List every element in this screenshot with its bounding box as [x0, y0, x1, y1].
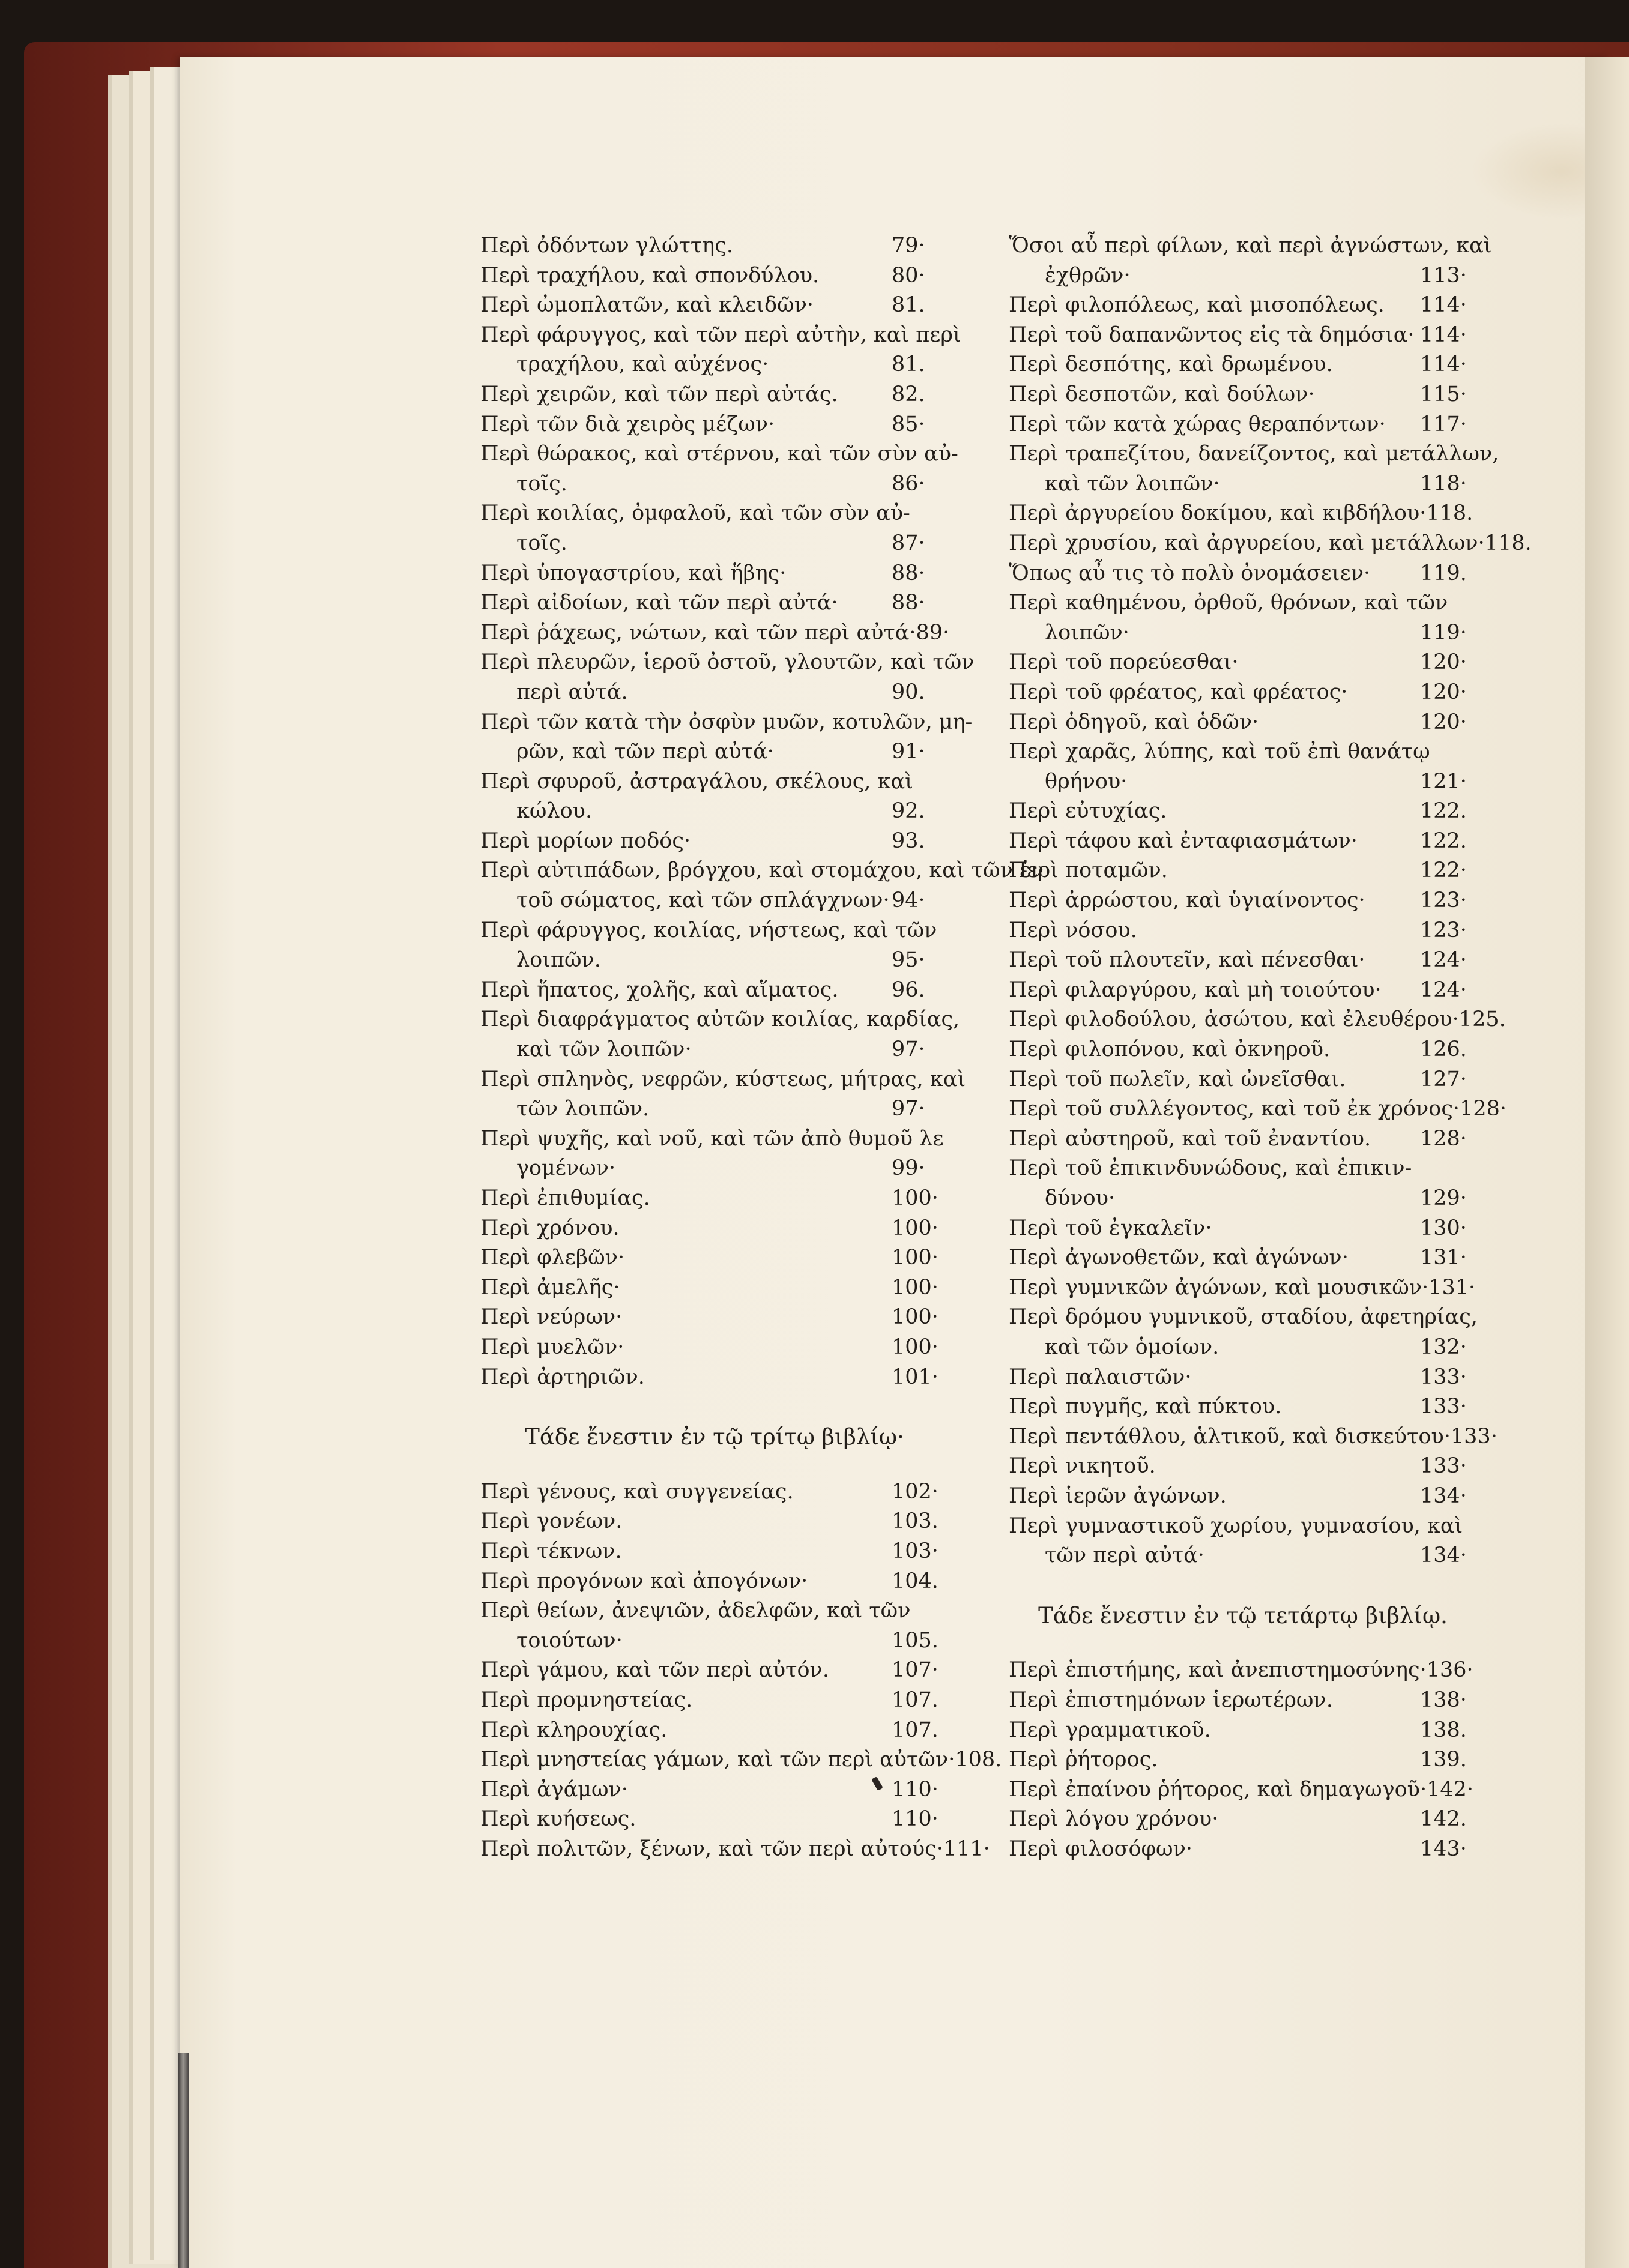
- toc-entry: [1009, 648, 1477, 678]
- toc-entry-continuation: [480, 946, 949, 976]
- toc-entry: [480, 321, 961, 351]
- toc-entry: [480, 380, 949, 410]
- toc-entry-title-continued: τῶν λοιπῶν.: [516, 1097, 650, 1121]
- toc-entry-title: Περὶ νόσου.: [1009, 918, 1137, 942]
- toc-entry: [1009, 678, 1477, 708]
- toc-entry-continuation: [480, 678, 949, 708]
- toc-entry-page: 105.: [892, 1628, 938, 1653]
- toc-entry-page: 103·: [892, 1539, 938, 1563]
- toc-entry-title: Περὶ φιλοπόνου, καὶ ὀκνηροῦ.: [1009, 1037, 1331, 1062]
- toc-entry-title: Περὶ τραπεζίτου, δανείζοντος, καὶ μετάλλων,: [1009, 442, 1499, 466]
- toc-entry: [1009, 827, 1477, 857]
- toc-entry: [480, 708, 973, 738]
- toc-entry-page: 128·: [1420, 1126, 1467, 1151]
- toc-entry-continuation: [480, 350, 949, 380]
- toc-entry-page: 86·: [892, 471, 925, 496]
- toc-entry-title: Περὶ αἰδοίων, καὶ τῶν περὶ αὐτά·: [480, 591, 838, 615]
- toc-entry: [1009, 1745, 1477, 1775]
- toc-entry-title: Περὶ τραχήλου, καὶ σπονδύλου.: [480, 263, 820, 288]
- toc-entry: [480, 1243, 949, 1273]
- toc-entry: [1009, 1363, 1477, 1393]
- toc-entry-title: Περὶ φιλαργύρου, καὶ μὴ τοιούτου·: [1009, 977, 1382, 1002]
- toc-entry-page: 95·: [892, 948, 925, 973]
- toc-entry-page: 133·: [1420, 1395, 1467, 1419]
- toc-entry: [480, 1214, 949, 1244]
- toc-entry-page: 124·: [1420, 948, 1467, 973]
- toc-entry: [1009, 350, 1477, 380]
- toc-entry-title: Περὶ κληρουχίας.: [480, 1718, 668, 1742]
- toc-entry-title: Περὶ θώρακος, καὶ στέρνου, καὶ τῶν σὺν αὐ-: [480, 442, 958, 466]
- toc-entry: [480, 1567, 949, 1597]
- toc-entry-page: 122.: [1420, 828, 1467, 853]
- toc-entry: [1009, 1303, 1477, 1333]
- toc-entry-page: 100·: [892, 1275, 938, 1300]
- toc-entry-page: 115·: [1420, 382, 1467, 406]
- toc-entry: [480, 1477, 949, 1507]
- toc-entry-page: 130·: [1420, 1216, 1467, 1240]
- toc-entry: [1009, 708, 1477, 738]
- toc-entry-page: 114·: [1420, 293, 1467, 318]
- toc-entry-title: Περὶ πυγμῆς, καὶ πύκτου.: [1009, 1395, 1282, 1419]
- toc-entry-title: Περὶ τοῦ πλουτεῖν, καὶ πένεσθαι·: [1009, 948, 1365, 973]
- toc-entry: [480, 1656, 949, 1686]
- toc-entry-title: Περὶ τοῦ πωλεῖν, καὶ ὠνεῖσθαι.: [1009, 1067, 1346, 1091]
- toc-entry: [480, 618, 949, 648]
- toc-entry: [480, 1686, 949, 1716]
- toc-entry-title: Περὶ ἐπιστημόνων ἱερωτέρων.: [1009, 1687, 1333, 1712]
- toc-entry: [480, 1303, 949, 1333]
- toc-entry-page: 139.: [1420, 1748, 1467, 1772]
- toc-entry-title: Περὶ τέκνων.: [480, 1539, 622, 1563]
- toc-entry-page: 126.: [1420, 1037, 1467, 1062]
- toc-entry-title-continued: λοιπῶν·: [1045, 620, 1129, 645]
- toc-entry-page: 117·: [1420, 412, 1467, 436]
- toc-entry-page: 104.: [892, 1569, 938, 1593]
- toc-entry-page: 120·: [1420, 680, 1467, 704]
- toc-entry-page: 107.: [892, 1718, 938, 1742]
- toc-entry-page: 93.: [892, 828, 925, 853]
- toc-entry: [480, 767, 949, 797]
- toc-entry-page: 123·: [1420, 918, 1467, 942]
- toc-entry: [1009, 1716, 1477, 1746]
- toc-entry-title-continued: γομένων·: [516, 1156, 616, 1181]
- toc-entry-title: Περὶ ῥήτορος.: [1009, 1748, 1158, 1772]
- toc-entry-page: 124·: [1420, 977, 1467, 1002]
- toc-entry: [480, 499, 949, 529]
- toc-entry: [1009, 1512, 1477, 1542]
- toc-entry-title: Περὶ ἀρρώστου, καὶ ὑγιαίνοντος·: [1009, 888, 1365, 913]
- toc-entry-title-continued: καὶ τῶν ὁμοίων.: [1045, 1335, 1219, 1359]
- toc-entry-page: 94·: [892, 888, 925, 913]
- toc-entry-page: 119.: [1420, 561, 1467, 585]
- toc-entry-title: Περὶ γυμναστικοῦ χωρίου, γυμνασίου, καὶ: [1009, 1513, 1463, 1538]
- toc-entry: [1009, 886, 1477, 916]
- toc-entry-page: 85·: [892, 412, 925, 436]
- toc-entry-title: Περὶ φάρυγγος, καὶ τῶν περὶ αὐτὴν, καὶ περὶ: [480, 322, 961, 347]
- toc-entry-page: 122.: [1420, 799, 1467, 824]
- toc-entry: [480, 976, 949, 1006]
- toc-entry-page: 96.: [892, 977, 925, 1002]
- toc-entry-title-continued: τῶν περὶ αὐτά·: [1045, 1543, 1204, 1568]
- toc-entry: [480, 1065, 966, 1095]
- toc-entry-continuation: [1009, 767, 1477, 797]
- toc-entry-title-continued: ρῶν, καὶ τῶν περὶ αὐτά·: [516, 740, 774, 764]
- toc-entry-page: 101·: [892, 1365, 938, 1389]
- toc-entry-page: 102·: [892, 1479, 938, 1504]
- toc-entry-page: 138.: [1420, 1718, 1467, 1742]
- facing-page-edge: [1585, 57, 1629, 2268]
- toc-entry: [1009, 499, 1477, 529]
- toc-entry-title: Περὶ πλευρῶν, ἱεροῦ ὀστοῦ, γλουτῶν, καὶ τῶν: [480, 650, 975, 675]
- toc-entry-page: 90.: [892, 680, 925, 704]
- toc-entry-title: Περὶ τοῦ ἐπικινδυνώδους, καὶ ἐπικιν-: [1009, 1156, 1412, 1181]
- toc-entry-title: Περὶ νεύρων·: [480, 1305, 623, 1330]
- toc-entry-continuation: [1009, 1541, 1477, 1571]
- toc-entry-title: Περὶ ἀρτηριῶν.: [480, 1365, 645, 1389]
- toc-entry-page: 110·: [892, 1777, 938, 1802]
- toc-entry: [480, 1716, 949, 1746]
- toc-entry-title-continued: ἐχθρῶν·: [1045, 263, 1131, 288]
- toc-entry-title-continued: τραχήλου, καὶ αὐχένος·: [516, 352, 769, 377]
- toc-entry-title: Περὶ νικητοῦ.: [1009, 1454, 1156, 1479]
- toc-entry-title: Περὶ διαφράγματος αὐτῶν κοιλίας, καρδίας,: [480, 1007, 960, 1032]
- toc-entry-title: Περὶ ἐπιστήμης, καὶ ἀνεπιστημοσύνης·: [1009, 1658, 1427, 1683]
- toc-entry-title: Περὶ δεσπότης, καὶ δρωμένου.: [1009, 352, 1333, 377]
- toc-entry-page: 114·: [1420, 352, 1467, 377]
- toc-entry-title: Περὶ τῶν διὰ χειρὸς μέζων·: [480, 412, 775, 436]
- toc-entry-title: Περὶ πολιτῶν, ξένων, καὶ τῶν περὶ αὐτούς·: [480, 1836, 943, 1861]
- toc-entry: [480, 1775, 949, 1805]
- toc-entry-page: 111·: [943, 1836, 990, 1861]
- toc-entry: [480, 231, 949, 261]
- toc-entry: [480, 1124, 949, 1154]
- toc-entry-title: Περὶ γυμνικῶν ἀγώνων, καὶ μουσικῶν·: [1009, 1275, 1429, 1300]
- toc-entry-title: Περὶ φιλοσόφων·: [1009, 1836, 1192, 1861]
- toc-entry: [480, 1805, 949, 1835]
- toc-entry-page: 81.: [892, 293, 925, 318]
- toc-entry-page: 143·: [1420, 1836, 1467, 1861]
- toc-entry-continuation: [480, 1154, 949, 1184]
- toc-entry: [1009, 321, 1477, 351]
- toc-entry-title: Περὶ φιλοπόλεως, καὶ μισοπόλεως.: [1009, 293, 1385, 318]
- toc-entry: [1009, 976, 1477, 1006]
- toc-entry-title: Περὶ δρόμου γυμνικοῦ, σταδίου, ἀφετηρίας,: [1009, 1305, 1478, 1330]
- toc-entry-page: 91·: [892, 740, 925, 764]
- toc-entry-title: Περὶ χειρῶν, καὶ τῶν περὶ αὐτάς.: [480, 382, 838, 406]
- toc-entry-title: Περὶ τοῦ φρέατος, καὶ φρέατος·: [1009, 680, 1348, 704]
- toc-entry-page: 133·: [1420, 1365, 1467, 1389]
- toc-entry-page: 97·: [892, 1037, 925, 1062]
- toc-entry-page: 120·: [1420, 650, 1467, 675]
- toc-entry-page: 80·: [892, 263, 925, 288]
- toc-entry-page: 114·: [1420, 322, 1467, 347]
- toc-entry-title: Περὶ ἐπαίνου ῥήτορος, καὶ δημαγωγοῦ·: [1009, 1777, 1427, 1802]
- toc-entry: [1009, 1243, 1477, 1273]
- toc-entry: [480, 588, 949, 618]
- toc-entry: [480, 856, 1044, 886]
- toc-entry-title: Περὶ χρυσίου, καὶ ἀργυρείου, καὶ μετάλλων·: [1009, 531, 1485, 555]
- left-column: [480, 231, 1044, 1864]
- toc-entry: [480, 1184, 949, 1214]
- toc-entry: [480, 261, 949, 291]
- toc-entry: [1009, 231, 1492, 261]
- right-column: [1009, 231, 1532, 1864]
- toc-entry-title: Περὶ τοῦ δαπανῶντος εἰς τὰ δημόσια·: [1009, 322, 1415, 347]
- toc-entry-title: Περὶ χαρᾶς, λύπης, καὶ τοῦ ἐπὶ θανάτῳ: [1009, 740, 1430, 764]
- toc-entry-page: 118.: [1484, 531, 1532, 555]
- toc-entry-continuation: [480, 737, 949, 767]
- toc-entry-title: Περὶ λόγου χρόνου·: [1009, 1807, 1219, 1832]
- toc-entry: [1009, 916, 1477, 946]
- toc-entry: [1009, 1154, 1477, 1184]
- toc-entry: [1009, 1035, 1477, 1065]
- toc-entry-title: Περὶ μυελῶν·: [480, 1335, 624, 1359]
- toc-entry-title: Περὶ τῶν κατὰ τὴν ὀσφὺν μυῶν, κοτυλῶν, μη-: [480, 710, 973, 734]
- toc-entry-title: Περὶ φιλοδούλου, ἀσώτου, καὶ ἐλευθέρου·: [1009, 1007, 1459, 1032]
- toc-entry-title-continued: περὶ αὐτά.: [516, 680, 628, 704]
- toc-entry-page: 118·: [1420, 471, 1467, 496]
- toc-entry-continuation: [1009, 261, 1477, 291]
- toc-entry-title: Περὶ τοῦ συλλέγοντος, καὶ τοῦ ἐκ χρόνος·: [1009, 1097, 1460, 1121]
- toc-entry-page: 136·: [1426, 1658, 1473, 1683]
- toc-entry-title: Περὶ καθημένου, ὀρθοῦ, θρόνων, καὶ τῶν: [1009, 591, 1448, 615]
- toc-entry-title-continued: τοῖς.: [516, 531, 567, 555]
- toc-entry-title: Περὶ τοῦ πορεύεσθαι·: [1009, 650, 1239, 675]
- toc-entry-title: Περὶ ὀδόντων γλώττης.: [480, 234, 733, 258]
- toc-entry-title: Περὶ δεσποτῶν, καὶ δούλων·: [1009, 382, 1315, 406]
- toc-entry-page: 88·: [892, 591, 925, 615]
- toc-entry-title-continued: κώλου.: [516, 799, 593, 824]
- toc-entry: [480, 648, 975, 678]
- toc-entry-page: 107.: [892, 1687, 938, 1712]
- toc-entry: [480, 439, 958, 469]
- toc-entry-continuation: [1009, 618, 1477, 648]
- toc-entry-title: Περὶ τάφου καὶ ἐνταφιασμάτων·: [1009, 828, 1358, 853]
- toc-entry-page: 79·: [892, 234, 925, 258]
- toc-entry-title: Περὶ ποταμῶν.: [1009, 858, 1168, 883]
- toc-entry-page: 97·: [892, 1097, 925, 1121]
- toc-entry-title: Περὶ τοῦ ἐγκαλεῖν·: [1009, 1216, 1212, 1240]
- toc-entry-title-continued: τοῦ σώματος, καὶ τῶν σπλάγχνων·: [516, 888, 890, 913]
- toc-entry-page: 107·: [892, 1658, 938, 1683]
- toc-entry: [480, 1745, 1002, 1775]
- toc-entry: [1009, 1452, 1477, 1482]
- toc-entry-title-continued: θρήνου·: [1045, 769, 1128, 794]
- toc-entry: [480, 1333, 949, 1363]
- toc-entry: [1009, 1422, 1498, 1452]
- toc-entry-continuation: [1009, 1333, 1477, 1363]
- toc-entry-page: 89·: [916, 620, 950, 645]
- toc-entry: [1009, 1214, 1477, 1244]
- toc-entry-page: 92.: [892, 799, 925, 824]
- toc-entry-title: Περὶ ψυχῆς, καὶ νοῦ, καὶ τῶν ἀπὸ θυμοῦ λε: [480, 1126, 944, 1151]
- toc-entry-title: Περὶ κυήσεως.: [480, 1807, 636, 1832]
- toc-entry: [1009, 737, 1477, 767]
- toc-entry-page: 131·: [1428, 1275, 1476, 1300]
- toc-entry: [480, 827, 949, 857]
- toc-entry-title: Περὶ χρόνου.: [480, 1216, 620, 1240]
- toc-entry-title: Περὶ γραμματικοῦ.: [1009, 1718, 1211, 1742]
- toc-entry-page: 133·: [1420, 1454, 1467, 1479]
- toc-entry-title-continued: λοιπῶν.: [516, 948, 601, 973]
- toc-entry: [1009, 856, 1477, 886]
- toc-entry-title: Περὶ γονέων.: [480, 1509, 623, 1534]
- toc-entry-page: 129·: [1420, 1186, 1467, 1210]
- toc-entry-page: 128·: [1460, 1097, 1507, 1121]
- toc-entry-title: Περὶ φλεβῶν·: [480, 1246, 625, 1270]
- toc-entry-continuation: [480, 886, 949, 916]
- toc-entry: [1009, 797, 1477, 827]
- toc-entry-page: 108.: [955, 1748, 1002, 1772]
- toc-entry: [1009, 1835, 1477, 1865]
- book-heading: Τάδε ἔνεστιν ἐν τῷ τετάρτῳ βιβλίῳ.: [1038, 1602, 1448, 1629]
- toc-entry-title: Περὶ ῥάχεως, νώτων, καὶ τῶν περὶ αὐτά·: [480, 620, 916, 645]
- toc-entry-title: Περὶ τῶν κατὰ χώρας θεραπόντων·: [1009, 412, 1386, 436]
- toc-entry: [480, 1363, 949, 1393]
- toc-entry-page: 122·: [1420, 858, 1467, 883]
- toc-entry-page: 134·: [1420, 1543, 1467, 1568]
- toc-entry-page: 100·: [892, 1186, 938, 1210]
- toc-entry: [1009, 1775, 1477, 1805]
- toc-entry-title: Περὶ ὑπογαστρίου, καὶ ἥβης·: [480, 561, 787, 585]
- toc-entry: [1009, 439, 1499, 469]
- toc-entry-title: Περὶ ἀγωνοθετῶν, καὶ ἀγώνων·: [1009, 1246, 1349, 1270]
- toc-entry-page: 123·: [1420, 888, 1467, 913]
- toc-entry-page: 127·: [1420, 1067, 1467, 1091]
- toc-entry-title: Περὶ παλαιστῶν·: [1009, 1365, 1192, 1389]
- toc-entry-title: Περὶ ἐπιθυμίας.: [480, 1186, 650, 1210]
- toc-entry-page: 138·: [1420, 1687, 1467, 1712]
- toc-entry-title: Περὶ ὠμοπλατῶν, καὶ κλειδῶν·: [480, 293, 814, 318]
- toc-entry: [1009, 1686, 1477, 1716]
- toc-entry-continuation: [480, 529, 949, 559]
- toc-entry: [1009, 946, 1477, 976]
- toc-entry-title: Περὶ κοιλίας, ὀμφαλοῦ, καὶ τῶν σὺν αὐ-: [480, 501, 910, 526]
- toc-entry-continuation: [480, 1094, 949, 1124]
- toc-entry-title: Ὅπως αὖ τις τὸ πολὺ ὀνομάσειεν·: [1009, 561, 1371, 585]
- toc-entry-page: 100·: [892, 1246, 938, 1270]
- toc-entry: [1009, 410, 1477, 440]
- toc-entry-title: Περὶ προμνηστείας.: [480, 1687, 693, 1712]
- toc-entry-title-continued: δύνου·: [1045, 1186, 1116, 1210]
- toc-entry-page: 99·: [892, 1156, 925, 1181]
- toc-entry-title: Περὶ σπληνὸς, νεφρῶν, κύστεως, μήτρας, καὶ: [480, 1067, 966, 1091]
- bookmark-ribbon: [178, 2053, 189, 2268]
- toc-entry-continuation: [480, 797, 949, 827]
- toc-entry: [480, 1273, 949, 1303]
- toc-entry-page: 134·: [1420, 1483, 1467, 1508]
- toc-entry-title: Περὶ θείων, ἀνεψιῶν, ἀδελφῶν, καὶ τῶν: [480, 1599, 911, 1623]
- toc-entry-page: 142·: [1427, 1777, 1474, 1802]
- toc-entry-page: 81.: [892, 352, 925, 377]
- toc-entry-title: Περὶ ἱερῶν ἀγώνων.: [1009, 1483, 1227, 1508]
- toc-entry-continuation: [1009, 1184, 1477, 1214]
- toc-entry: [1009, 380, 1477, 410]
- toc-entry-page: 88·: [892, 561, 925, 585]
- toc-entry-title: Περὶ σφυροῦ, ἀστραγάλου, σκέλους, καὶ: [480, 769, 913, 794]
- toc-entry: [480, 1537, 949, 1567]
- toc-entry-page: 131·: [1420, 1246, 1467, 1270]
- toc-entry-page: 121·: [1420, 769, 1467, 794]
- toc-entry: [1009, 1273, 1477, 1303]
- toc-entry-title: Περὶ ἥπατος, χολῆς, καὶ αἵματος.: [480, 977, 839, 1002]
- toc-entry-title: Περὶ γάμου, καὶ τῶν περὶ αὐτόν.: [480, 1658, 829, 1683]
- toc-entry-page: 82.: [892, 382, 925, 406]
- toc-entry: [1009, 1124, 1477, 1154]
- toc-entry-title: Ὅσοι αὖ περὶ φίλων, καὶ περὶ ἀγνώστων, καὶ: [1009, 234, 1492, 258]
- toc-entry-title-continued: τοῖς.: [516, 471, 567, 496]
- toc-entry: [480, 916, 949, 946]
- toc-entry: [1009, 529, 1532, 559]
- toc-entry-page: 103.: [892, 1509, 938, 1534]
- toc-entry-continuation: [480, 469, 949, 499]
- toc-entry-title: Περὶ φάρυγγος, κοιλίας, νήστεως, καὶ τῶν: [480, 918, 937, 942]
- toc-entry: [1009, 1065, 1477, 1095]
- toc-entry-page: 125.: [1458, 1007, 1506, 1032]
- toc-entry: [1009, 1482, 1477, 1512]
- toc-entry-continuation: [480, 1626, 949, 1656]
- toc-entry-title: Περὶ πεντάθλου, ἁλτικοῦ, καὶ δισκεύτου·: [1009, 1424, 1451, 1449]
- toc-entry: [1009, 1094, 1507, 1124]
- toc-entry: [480, 1596, 949, 1626]
- toc-entry: [1009, 1656, 1477, 1686]
- toc-entry-title: Περὶ αὐστηροῦ, καὶ τοῦ ἐναντίου.: [1009, 1126, 1371, 1151]
- toc-entry: [480, 1005, 960, 1035]
- toc-entry-page: 118.: [1426, 501, 1473, 526]
- toc-entry-title: Περὶ μορίων ποδός·: [480, 828, 691, 853]
- toc-entry: [1009, 1005, 1506, 1035]
- toc-entry-continuation: [1009, 469, 1477, 499]
- toc-entry-page: 100·: [892, 1335, 938, 1359]
- toc-entry-page: 100·: [892, 1305, 938, 1330]
- toc-entry-page: 113·: [1420, 263, 1467, 288]
- toc-entry-page: 120·: [1420, 710, 1467, 734]
- toc-entry-title: Περὶ μνηστείας γάμων, καὶ τῶν περὶ αὐτῶν·: [480, 1748, 955, 1772]
- toc-entry: [1009, 1392, 1477, 1422]
- toc-entry: [480, 559, 949, 589]
- toc-entry: [1009, 291, 1477, 321]
- toc-entry-continuation: [480, 1035, 949, 1065]
- toc-entry-page: 87·: [892, 531, 925, 555]
- book-heading: Τάδε ἔνεστιν ἐν τῷ τρίτῳ βιβλίῳ·: [525, 1424, 904, 1450]
- toc-entry-title: Περὶ αὐτιπάδων, βρόγχου, καὶ στομάχου, καὶ τῶν ἐν: [480, 858, 1044, 883]
- toc-entry-page: 133·: [1450, 1424, 1498, 1449]
- toc-entry-page: 142.: [1420, 1807, 1467, 1832]
- toc-entry-title: Περὶ ὁδηγοῦ, καὶ ὁδῶν·: [1009, 710, 1259, 734]
- toc-entry-page: 132·: [1420, 1335, 1467, 1359]
- toc-entry: [1009, 559, 1477, 589]
- toc-entry: [480, 1835, 990, 1865]
- toc-entry: [480, 410, 949, 440]
- toc-entry-title: Περὶ ἀγάμων·: [480, 1777, 628, 1802]
- toc-entry: [1009, 588, 1477, 618]
- toc-entry-title: Περὶ ἀμελῆς·: [480, 1275, 620, 1300]
- toc-entry-title-continued: τοιούτων·: [516, 1628, 623, 1653]
- toc-entry-title: Περὶ ἀργυρείου δοκίμου, καὶ κιβδήλου·: [1009, 501, 1427, 526]
- toc-entry-title: Περὶ προγόνων καὶ ἀπογόνων·: [480, 1569, 808, 1593]
- toc-entry-page: 100·: [892, 1216, 938, 1240]
- toc-entry-title: Περὶ γένους, καὶ συγγενείας.: [480, 1479, 794, 1504]
- toc-entry-page: 119·: [1420, 620, 1467, 645]
- toc-entry: [480, 1507, 949, 1537]
- toc-entry-page: 110·: [892, 1807, 938, 1832]
- toc-entry-title-continued: καὶ τῶν λοιπῶν·: [516, 1037, 692, 1062]
- toc-entry: [1009, 1805, 1477, 1835]
- toc-entry-title: Περὶ εὐτυχίας.: [1009, 799, 1167, 824]
- toc-entry: [480, 291, 949, 321]
- toc-entry-title-continued: καὶ τῶν λοιπῶν·: [1045, 471, 1220, 496]
